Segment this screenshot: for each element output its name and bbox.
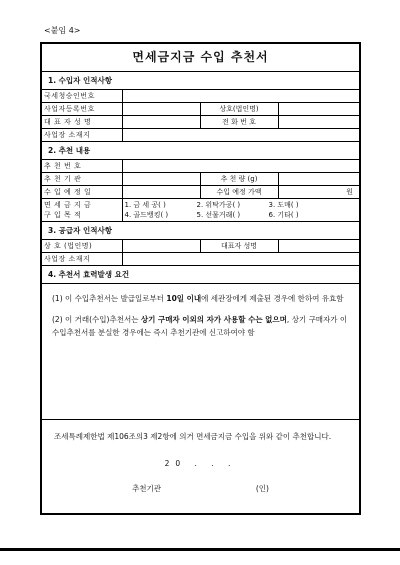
purpose-label (42, 199, 122, 222)
validity-conditions (42, 284, 359, 420)
attachment-label: <붙임 4> (44, 26, 81, 35)
business-reg-no-field[interactable] (122, 103, 200, 116)
condition-2-pre: (2) 이 거래(수입)추천서는 (52, 315, 141, 324)
purpose-label-line1: 면 세 금 지 금 (44, 201, 92, 209)
form-footer (42, 420, 359, 505)
business-reg-no-label: 사업자등록번호 (42, 103, 122, 116)
condition-1-pre: (1) 이 수입추천서는 발급일로부터 (52, 294, 167, 303)
purpose-option-1[interactable]: 1. 금 세 공( ) (124, 201, 166, 209)
condition-1-bold: 10일 이내 (166, 294, 202, 303)
phone-field[interactable] (278, 116, 359, 129)
purpose-option-3[interactable]: 3. 도매( ) (268, 201, 299, 209)
import-price-label: 수입 예정 가액 (200, 186, 278, 199)
condition-1-post: 에 세관장에게 제출된 경우에 한하여 유효함 (201, 294, 344, 303)
purpose-table (42, 199, 359, 222)
rec-no-label: 추 천 번 호 (42, 160, 122, 173)
recommendation-form (40, 42, 361, 515)
section1-heading: 1. 수입자 인적사항 (42, 72, 359, 90)
signer-label: 추천기관 (132, 484, 162, 493)
purpose-options (122, 199, 359, 222)
company-name-label: 상호(법인명) (200, 103, 278, 116)
section2-heading: 2. 추천 내용 (42, 142, 359, 160)
supplier-rep-field[interactable] (278, 240, 359, 253)
condition-2-post: , 상기 구매자가 이 수입추천서를 분실한 경우에는 즉시 추천기관에 신고하여야 함 (52, 315, 348, 337)
address-label: 사업장 소재지 (42, 129, 122, 142)
company-name-field[interactable] (278, 103, 359, 116)
representative-label: 대 표 자 성 명 (42, 116, 122, 129)
condition-1 (52, 292, 349, 305)
supplier-table (42, 240, 359, 266)
section4-heading: 4. 추천서 효력발생 요건 (42, 266, 359, 284)
approval-no-field[interactable] (122, 90, 359, 103)
page-bottom-rule (0, 548, 400, 551)
supplier-address-label: 사업장 소재지 (42, 253, 122, 266)
import-date-field[interactable] (122, 186, 200, 199)
condition-2-bold: 상기 구매자 이외의 자가 사용할 수는 없으며 (140, 315, 287, 324)
purpose-option-6[interactable]: 6. 기타( ) (268, 211, 299, 219)
import-date-label: 수 입 예 정 일 (42, 186, 122, 199)
signature-line (54, 482, 347, 495)
importer-table (42, 90, 359, 142)
phone-label: 전 화 번 호 (200, 116, 278, 129)
supplier-name-label: 상 호 (법인명) (42, 240, 122, 253)
purpose-option-5[interactable]: 5. 선물거래( ) (196, 211, 241, 219)
form-title: 면세금지금 수입 추천서 (42, 44, 359, 72)
seal-mark: (인) (255, 484, 269, 493)
purpose-option-2[interactable]: 2. 위탁가공( ) (196, 201, 241, 209)
legal-statement: 조세특례제한법 제106조의3 제2항에 의거 면세금지금 수입을 위와 같이 추천합니다. (54, 432, 332, 441)
supplier-rep-label: 대표자 성명 (200, 240, 278, 253)
purpose-label-line2: 구 입 목 적 (44, 211, 82, 219)
approval-no-label: 국세청승인번호 (42, 90, 122, 103)
rec-no-field[interactable] (122, 160, 359, 173)
supplier-name-field[interactable] (122, 240, 200, 253)
section3-heading: 3. 공급자 인적사항 (42, 222, 359, 240)
condition-2 (52, 313, 349, 339)
rec-amount-field[interactable] (278, 173, 359, 186)
supplier-address-field[interactable] (122, 253, 359, 266)
won-unit[interactable]: 원 (278, 186, 359, 199)
recommendation-table (42, 160, 359, 199)
address-field[interactable] (122, 129, 359, 142)
rec-org-field[interactable] (122, 173, 200, 186)
rec-org-label: 추 천 기 관 (42, 173, 122, 186)
representative-field[interactable] (122, 116, 200, 129)
rec-amount-label: 추 천 량 (g) (200, 173, 278, 186)
purpose-option-4[interactable]: 4. 골드뱅킹( ) (124, 211, 169, 219)
issue-date[interactable]: 20 . . . (164, 459, 237, 468)
